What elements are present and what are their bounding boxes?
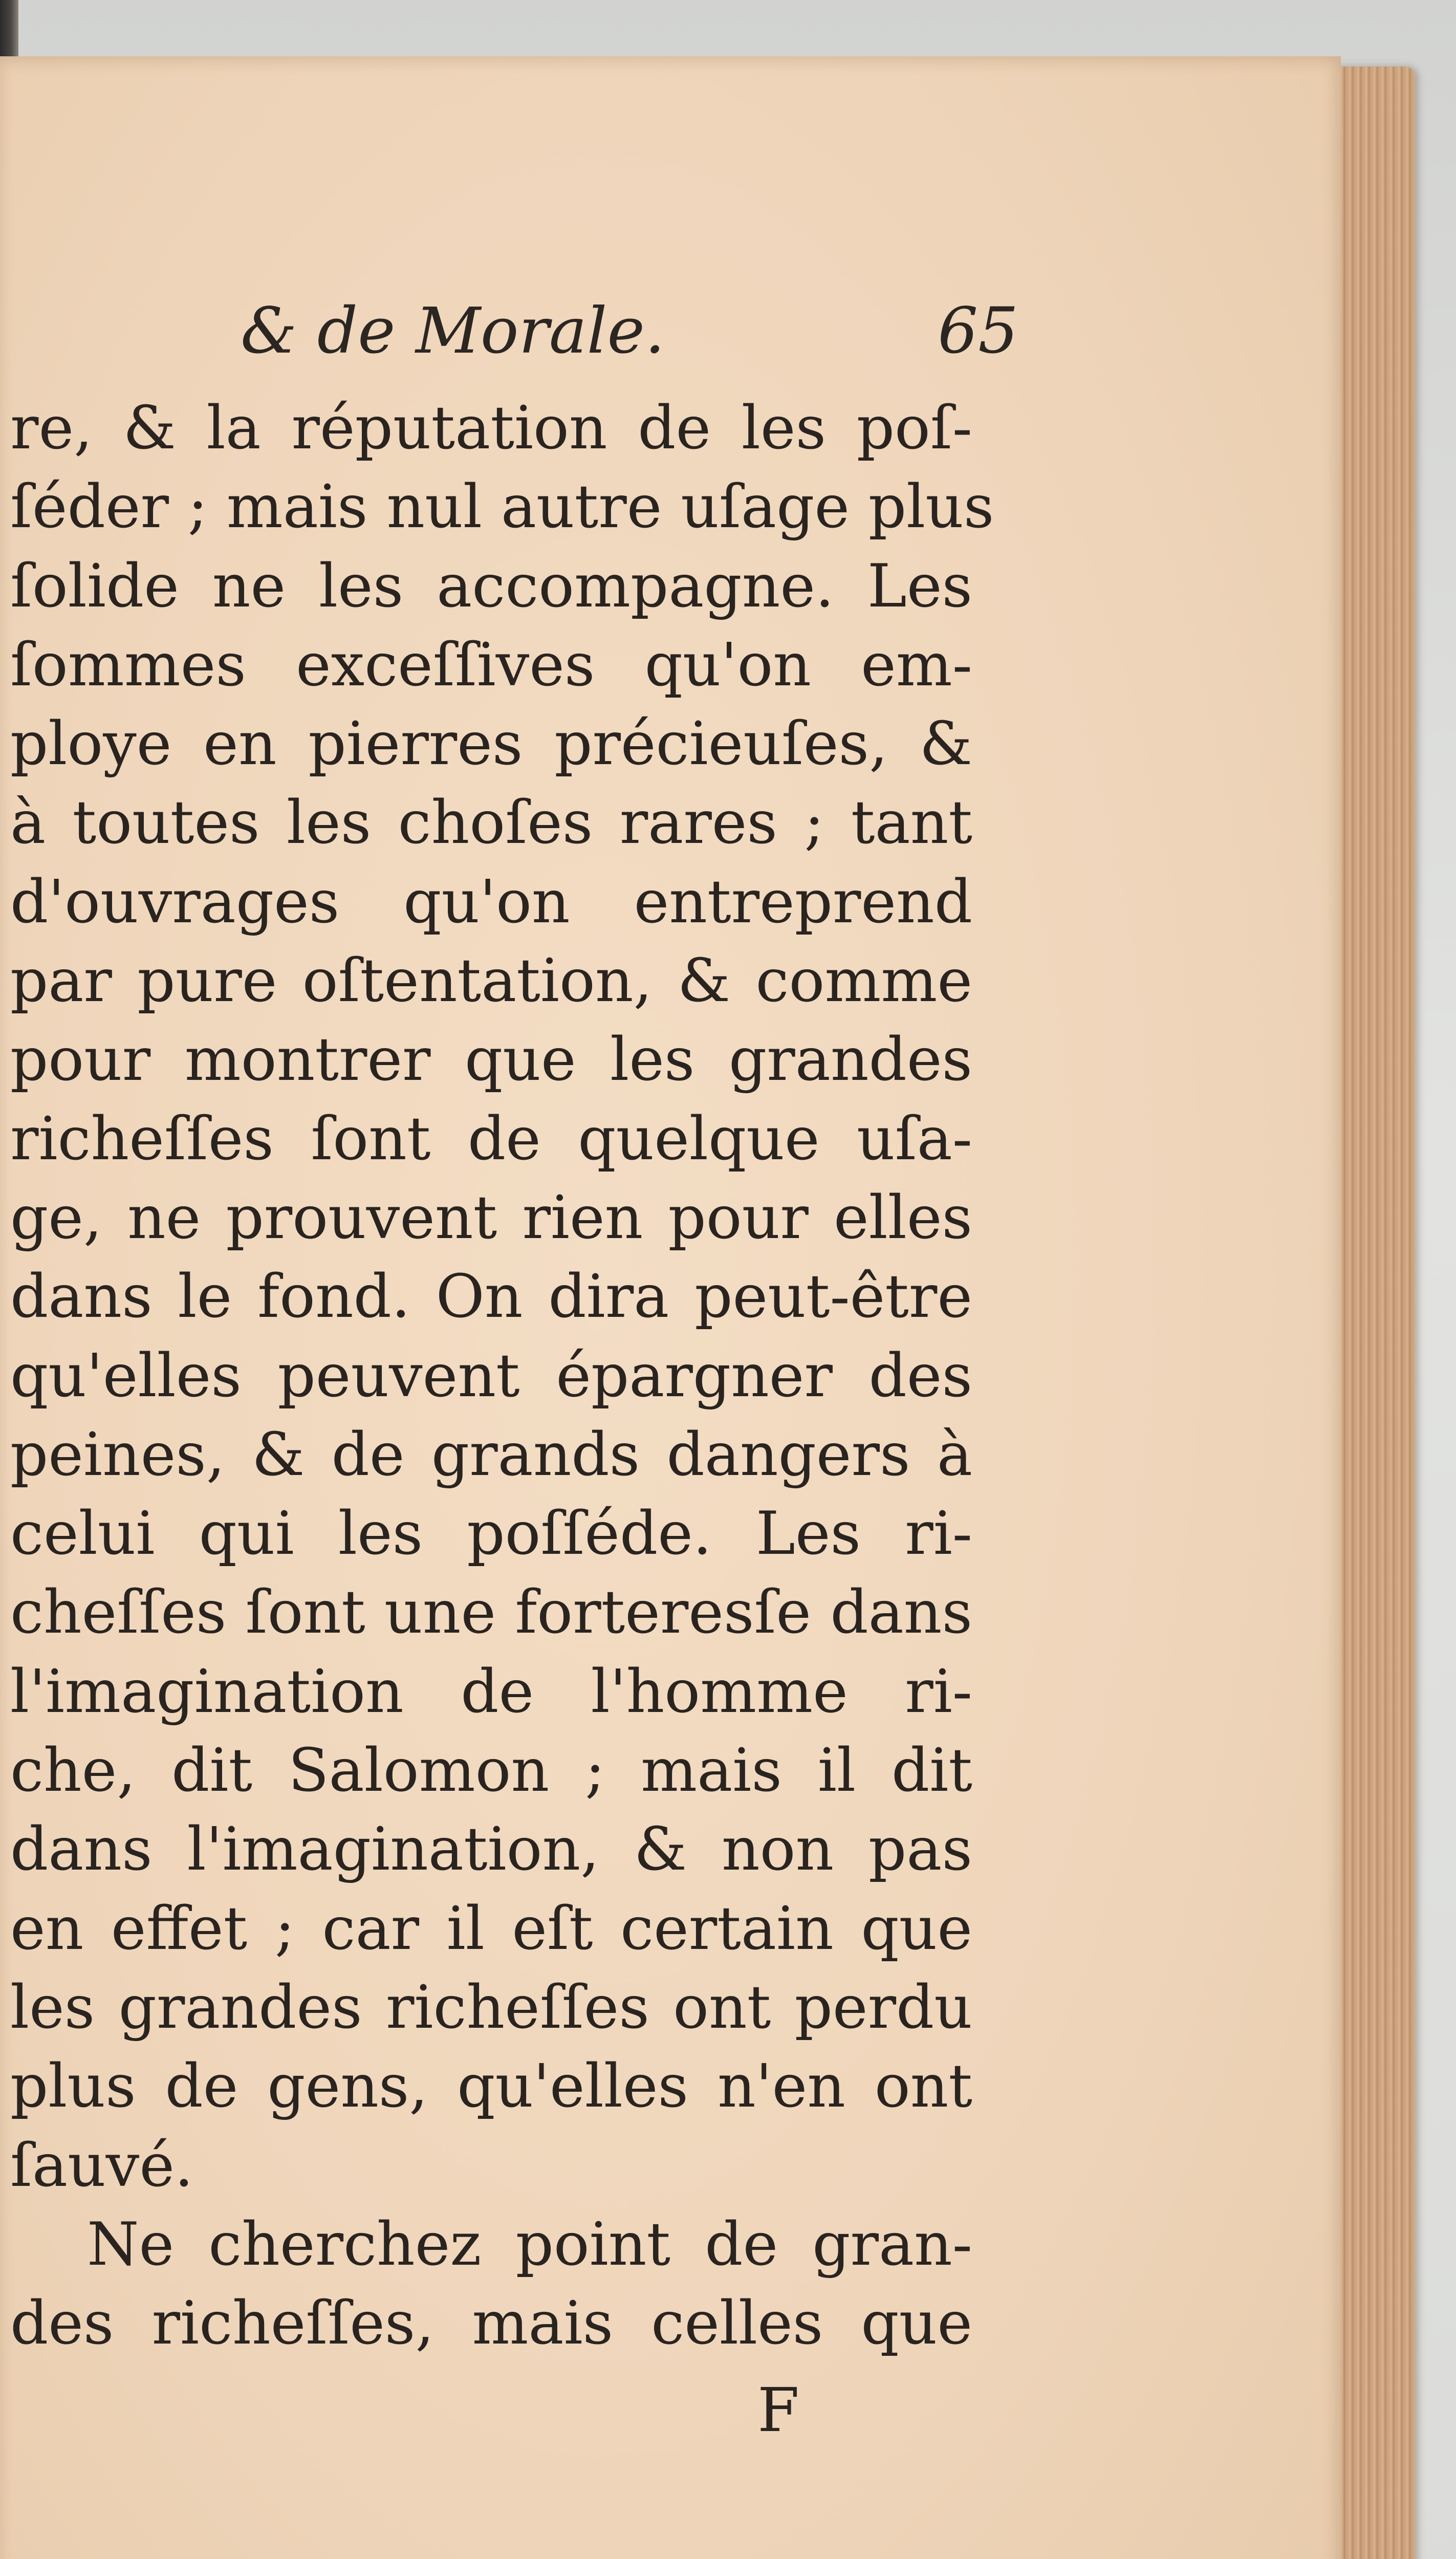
- text-line: celui qui les poſſéde. Les ri-: [10, 1499, 972, 1569]
- body-text: [10, 389, 994, 2363]
- text-line: l'imagination de l'homme ri-: [10, 1657, 972, 1726]
- text-line: che, dit Salomon ; mais il dit: [10, 1736, 972, 1806]
- text-line: ſolide ne les accompagne. Les: [10, 551, 972, 621]
- signature-mark: F: [757, 2375, 799, 2445]
- book-page: [0, 56, 1341, 2559]
- page-edge: [1331, 67, 1415, 2559]
- text-line: richeſſes ſont de quelque uſa-: [10, 1104, 972, 1174]
- text-line: Ne cherchez point de gran-: [87, 2209, 972, 2279]
- text-line: ſéder ; mais nul autre uſage plus: [10, 472, 994, 542]
- text-line: plus de gens, qu'elles n'en ont: [10, 2052, 972, 2121]
- running-head: [241, 294, 1018, 392]
- text-line: ſauvé.: [10, 2131, 193, 2200]
- text-line: pour montrer que les grandes: [10, 1025, 972, 1095]
- text-line: ge, ne prouvent rien pour elles: [10, 1183, 972, 1252]
- text-line: re, & la réputation de les poſ-: [10, 394, 972, 463]
- text-line: les grandes richeſſes ont perdu: [10, 1972, 972, 2042]
- text-line: à toutes les choſes rares ; tant: [10, 788, 972, 858]
- text-line: par pure oſtentation, & comme: [10, 946, 972, 1016]
- text-line: des richeſſes, mais celles que: [10, 2289, 972, 2358]
- text-line: d'ouvrages qu'on entreprend: [10, 867, 972, 937]
- text-line: cheſſes ſont une forteresſe dans: [10, 1578, 972, 1647]
- running-title: & de Morale.: [241, 294, 665, 368]
- text-line: dans l'imagination, & non pas: [10, 1815, 972, 1884]
- text-line: qu'elles peuvent épargner des: [10, 1341, 972, 1411]
- text-line: peines, & de grands dangers à: [10, 1420, 972, 1489]
- text-line: en effet ; car il eſt certain que: [10, 1894, 972, 1963]
- text-line: ſommes exceſſives qu'on em-: [10, 630, 972, 700]
- text-line: dans le fond. On dira peut-être: [10, 1262, 972, 1332]
- text-line: ploye en pierres précieuſes, &: [10, 709, 972, 779]
- page-number: 65: [938, 294, 1018, 368]
